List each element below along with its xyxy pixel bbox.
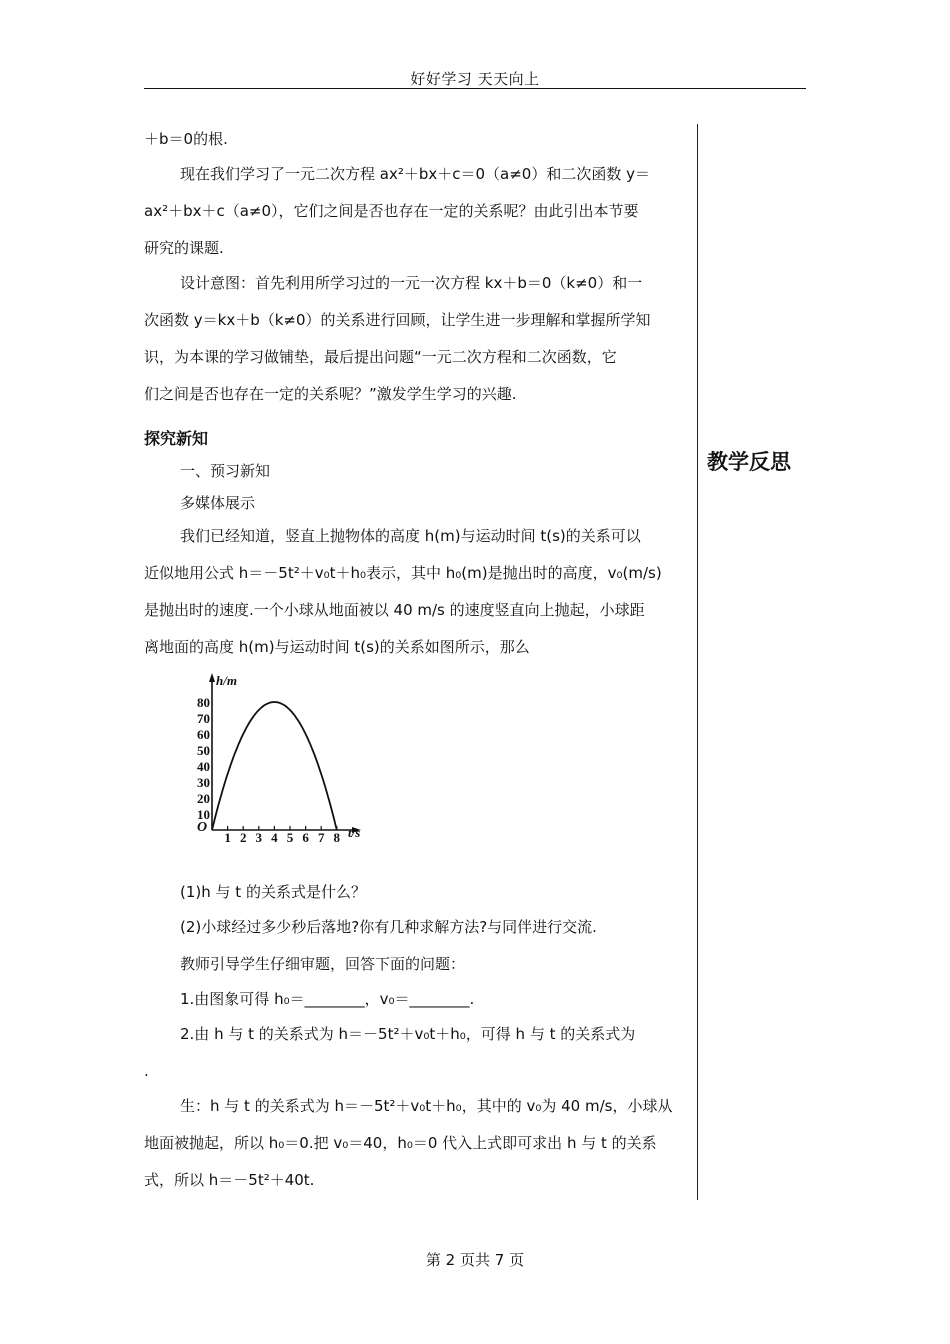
fill-blank-2: 2.由 h 与 t 的关系式为 h＝－5t²＋v₀t＋h₀，可得 h 与 t 的关系式为 (180, 1025, 636, 1043)
text-line: 我们已经知道，竖直上抛物体的高度 h(m)与运动时间 t(s)的关系可以 (180, 527, 641, 545)
height-time-graph (188, 670, 388, 845)
text-line: 近似地用公式 h＝－5t²＋v₀t＋h₀表示，其中 h₀(m)是抛出时的高度，v₀(m/s) (144, 564, 662, 582)
text-line: 离地面的高度 h(m)与运动时间 t(s)的关系如图所示，那么 (144, 638, 530, 656)
x-tick-label: 8 (333, 830, 341, 845)
text-line: 次函数 y＝kx＋b（k≠0）的关系进行回顾，让学生进一步理解和掌握所学知 (144, 311, 651, 329)
y-tick-label: 50 (197, 743, 210, 758)
text-line: ＋b＝0的根. (144, 130, 228, 148)
y-tick-label: 60 (197, 727, 210, 742)
x-tick-label: 6 (302, 830, 309, 845)
fill-blank-1: 1.由图象可得 h₀＝________，v₀＝________. (180, 990, 475, 1008)
text-line: 教师引导学生仔细审题，回答下面的问题： (180, 955, 466, 973)
question-2: (2)小球经过多少秒后落地?你有几种求解方法?与同伴进行交流. (180, 918, 597, 936)
answer-line: 式，所以 h＝－5t²＋40t. (144, 1171, 315, 1189)
text-line: 一、预习新知 (180, 462, 271, 480)
x-tick-label: 2 (239, 830, 247, 845)
y-tick-label: 20 (197, 791, 210, 806)
x-tick-label: 4 (271, 830, 278, 845)
text-line: 是抛出时的速度.一个小球从地面被以 40 m/s 的速度竖直向上抛起，小球距 (144, 601, 645, 619)
text-line: 多媒体展示 (180, 494, 256, 512)
text-line: 识，为本课的学习做铺垫，最后提出问题“一元二次方程和二次函数，它 (144, 348, 617, 366)
text-line: 设计意图：首先利用所学习过的一元一次方程 kx＋b＝0（k≠0）和一 (180, 274, 643, 292)
answer-line: 生：h 与 t 的关系式为 h＝－5t²＋v₀t＋h₀，其中的 v₀为 40 m/s，小球从 (180, 1097, 673, 1115)
text-line: 研究的课题. (144, 239, 224, 257)
column-divider (697, 124, 698, 1200)
y-tick-label: 40 (197, 759, 210, 774)
y-tick-label: 10 (197, 807, 210, 822)
y-tick-label: 70 (197, 711, 210, 726)
section-title: 探究新知 (144, 429, 209, 448)
x-axis-label: t/s (348, 825, 361, 840)
x-tick-label: 5 (286, 830, 294, 845)
header-divider (144, 88, 806, 89)
answer-line: 地面被抛起，所以 h₀＝0.把 v₀＝40，h₀＝0 代入上式即可求出 h 与 t 的关系 (144, 1134, 657, 1152)
question-1: (1)h 与 t 的关系式是什么？ (180, 883, 366, 901)
x-tick-label: 1 (224, 830, 231, 845)
text-line: 们之间是否也存在一定的关系呢？”激发学生学习的兴趣. (144, 385, 517, 403)
x-tick-label: 3 (255, 830, 263, 845)
page-number: 第 2 页共 7 页 (425, 1251, 525, 1269)
x-tick-label: 7 (317, 830, 325, 845)
height-curve (212, 702, 337, 830)
reflection-title: 教学反思 (707, 450, 791, 474)
header-title: 好好学习 天天向上 (410, 70, 540, 88)
y-tick-label: 30 (197, 775, 210, 790)
y-tick-label: 80 (197, 695, 210, 710)
text-line: 现在我们学习了一元二次方程 ax²＋bx＋c＝0（a≠0）和二次函数 y＝ (180, 165, 650, 183)
y-axis-label: h/m (216, 673, 237, 688)
y-axis-arrow (209, 673, 215, 682)
origin-label: O (197, 820, 208, 835)
text-line: . (144, 1062, 149, 1080)
text-line: ax²＋bx＋c（a≠0），它们之间是否也存在一定的关系呢？由此引出本节要 (144, 202, 639, 220)
